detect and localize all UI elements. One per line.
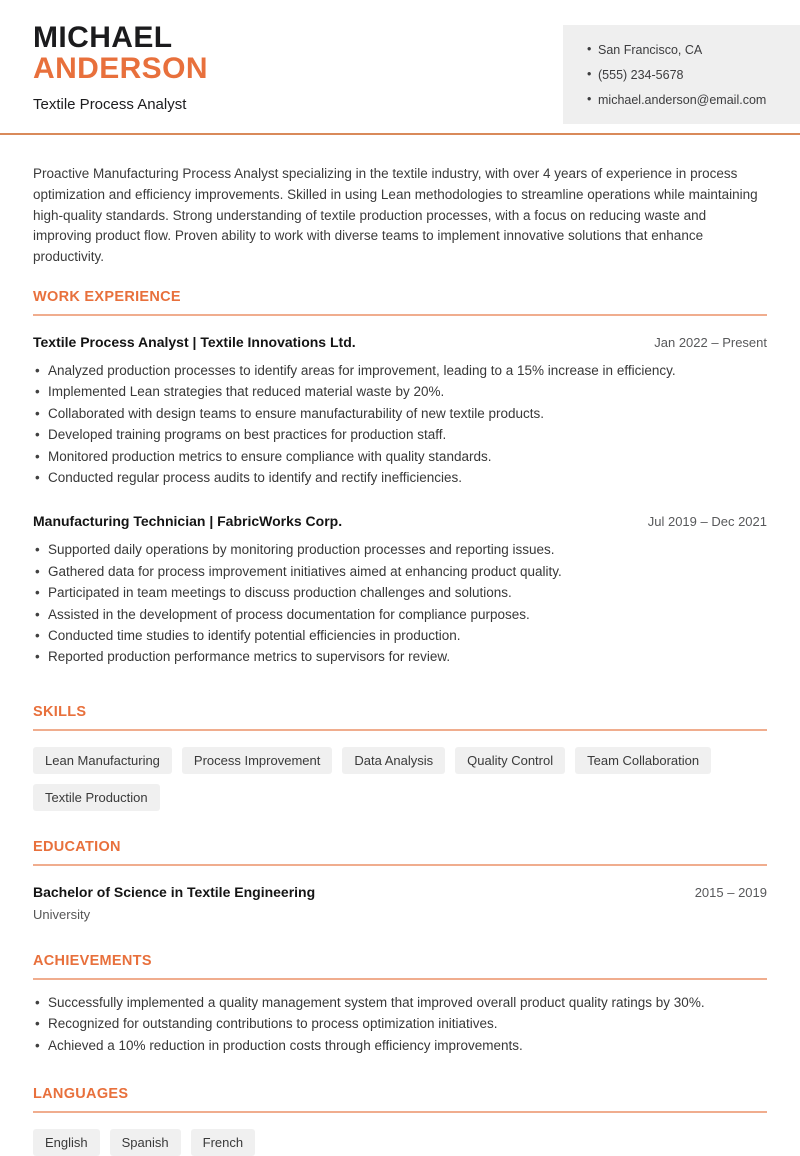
education-heading: EDUCATION [33, 838, 121, 855]
job-bullet: • Implemented Lean strategies that reduced material waste by 20%. [33, 381, 767, 402]
skills-chip-list [33, 747, 767, 811]
resume-body [0, 164, 800, 1156]
achievements-heading: ACHIEVEMENTS [33, 952, 152, 969]
education-entry [33, 884, 767, 900]
languages-heading: LANGUAGES [33, 1086, 129, 1103]
section-achievements [33, 953, 767, 1056]
first-name: MICHAEL [33, 21, 173, 54]
language-chip: English [33, 1129, 100, 1156]
job-bullet: • Assisted in the development of process documentation for compliance purposes. [33, 604, 767, 625]
job-title: Manufacturing Technician | FabricWorks Corp. [33, 513, 343, 530]
job-bullet: • Conducted regular process audits to identify and rectify inefficiencies. [33, 467, 767, 488]
job-bullet: • Analyzed production processes to identify areas for improvement, leading to a 15% increase in efficiency. [33, 360, 767, 381]
job-bullet: • Collaborated with design teams to ensure manufacturability of new textile products. [33, 403, 767, 424]
contact-item: • (555) 234-5678 [587, 62, 786, 87]
job-bullet: • Conducted time studies to identify potential efficiencies in production. [33, 625, 767, 646]
section-rule [33, 729, 767, 731]
education-dates: 2015 – 2019 [694, 884, 767, 900]
section-rule [33, 864, 767, 866]
job-header [33, 334, 767, 350]
language-chip: Spanish [110, 1129, 181, 1156]
section-education [33, 839, 767, 922]
resume-header [0, 0, 800, 133]
job-entry [33, 513, 767, 667]
skill-chip: Process Improvement [182, 747, 332, 774]
job-bullet: • Developed training programs on best practices for production staff. [33, 424, 767, 445]
job-bullet: • Participated in team meetings to discuss production challenges and solutions. [33, 582, 767, 603]
job-title: Textile Process Analyst | Textile Innovations Ltd. [33, 333, 356, 350]
degree-title: Bachelor of Science in Textile Engineering [33, 883, 316, 900]
language-chip: French [191, 1129, 255, 1156]
achievements-bullet-list [33, 992, 767, 1056]
summary-text: Proactive Manufacturing Process Analyst specializing in the textile industry, with over 4 years of experience in process optimization and efficiency improvements. Skilled in using Lean methodologies to streamline operations while maintaining high-quality standards. Strong understanding of textile production processes, with a focus on reducing waste and improving product flow. Proven ability to work with diverse teams to implement innovative solutions that enhance productivity. [33, 166, 758, 265]
job-header [33, 513, 767, 529]
job-title-subtitle: Textile Process Analyst [33, 96, 187, 114]
achievement-bullet: • Successfully implemented a quality management system that improved overall product quality ratings by 30%. [33, 992, 767, 1013]
job-bullet-list [33, 360, 767, 488]
contact-item: • michael.anderson@email.com [587, 87, 786, 112]
section-rule [33, 1111, 767, 1113]
skill-chip: Quality Control [455, 747, 565, 774]
school-name: University [33, 906, 91, 922]
job-bullet: • Gathered data for process improvement initiatives aimed at enhancing product quality. [33, 561, 767, 582]
last-name: ANDERSON [33, 52, 208, 86]
work-experience-heading: WORK EXPERIENCE [33, 288, 181, 305]
job-bullet: • Reported production performance metrics to supervisors for review. [33, 646, 767, 667]
name-block [33, 22, 208, 113]
skill-chip: Data Analysis [342, 747, 445, 774]
section-rule [33, 978, 767, 980]
achievement-bullet: • Achieved a 10% reduction in production costs through efficiency improvements. [33, 1035, 767, 1056]
section-languages [33, 1086, 767, 1156]
languages-chip-list [33, 1129, 767, 1156]
contact-item: • San Francisco, CA [587, 37, 786, 62]
achievement-bullet: • Recognized for outstanding contributions to process optimization initiatives. [33, 1013, 767, 1034]
skill-chip: Team Collaboration [575, 747, 711, 774]
skill-chip: Lean Manufacturing [33, 747, 172, 774]
contact-card [563, 25, 800, 124]
job-bullet: • Supported daily operations by monitoring production processes and reporting issues. [33, 539, 767, 560]
job-entry [33, 334, 767, 488]
section-rule [33, 314, 767, 316]
section-work-experience [33, 289, 767, 668]
skill-chip: Textile Production [33, 784, 160, 811]
section-skills [33, 704, 767, 811]
job-dates: Jul 2019 – Dec 2021 [647, 514, 767, 530]
job-bullet-list [33, 539, 767, 667]
job-bullet: • Monitored production metrics to ensure compliance with quality standards. [33, 446, 767, 467]
job-dates: Jan 2022 – Present [654, 334, 767, 350]
header-divider [0, 133, 800, 135]
skills-heading: SKILLS [33, 703, 87, 720]
